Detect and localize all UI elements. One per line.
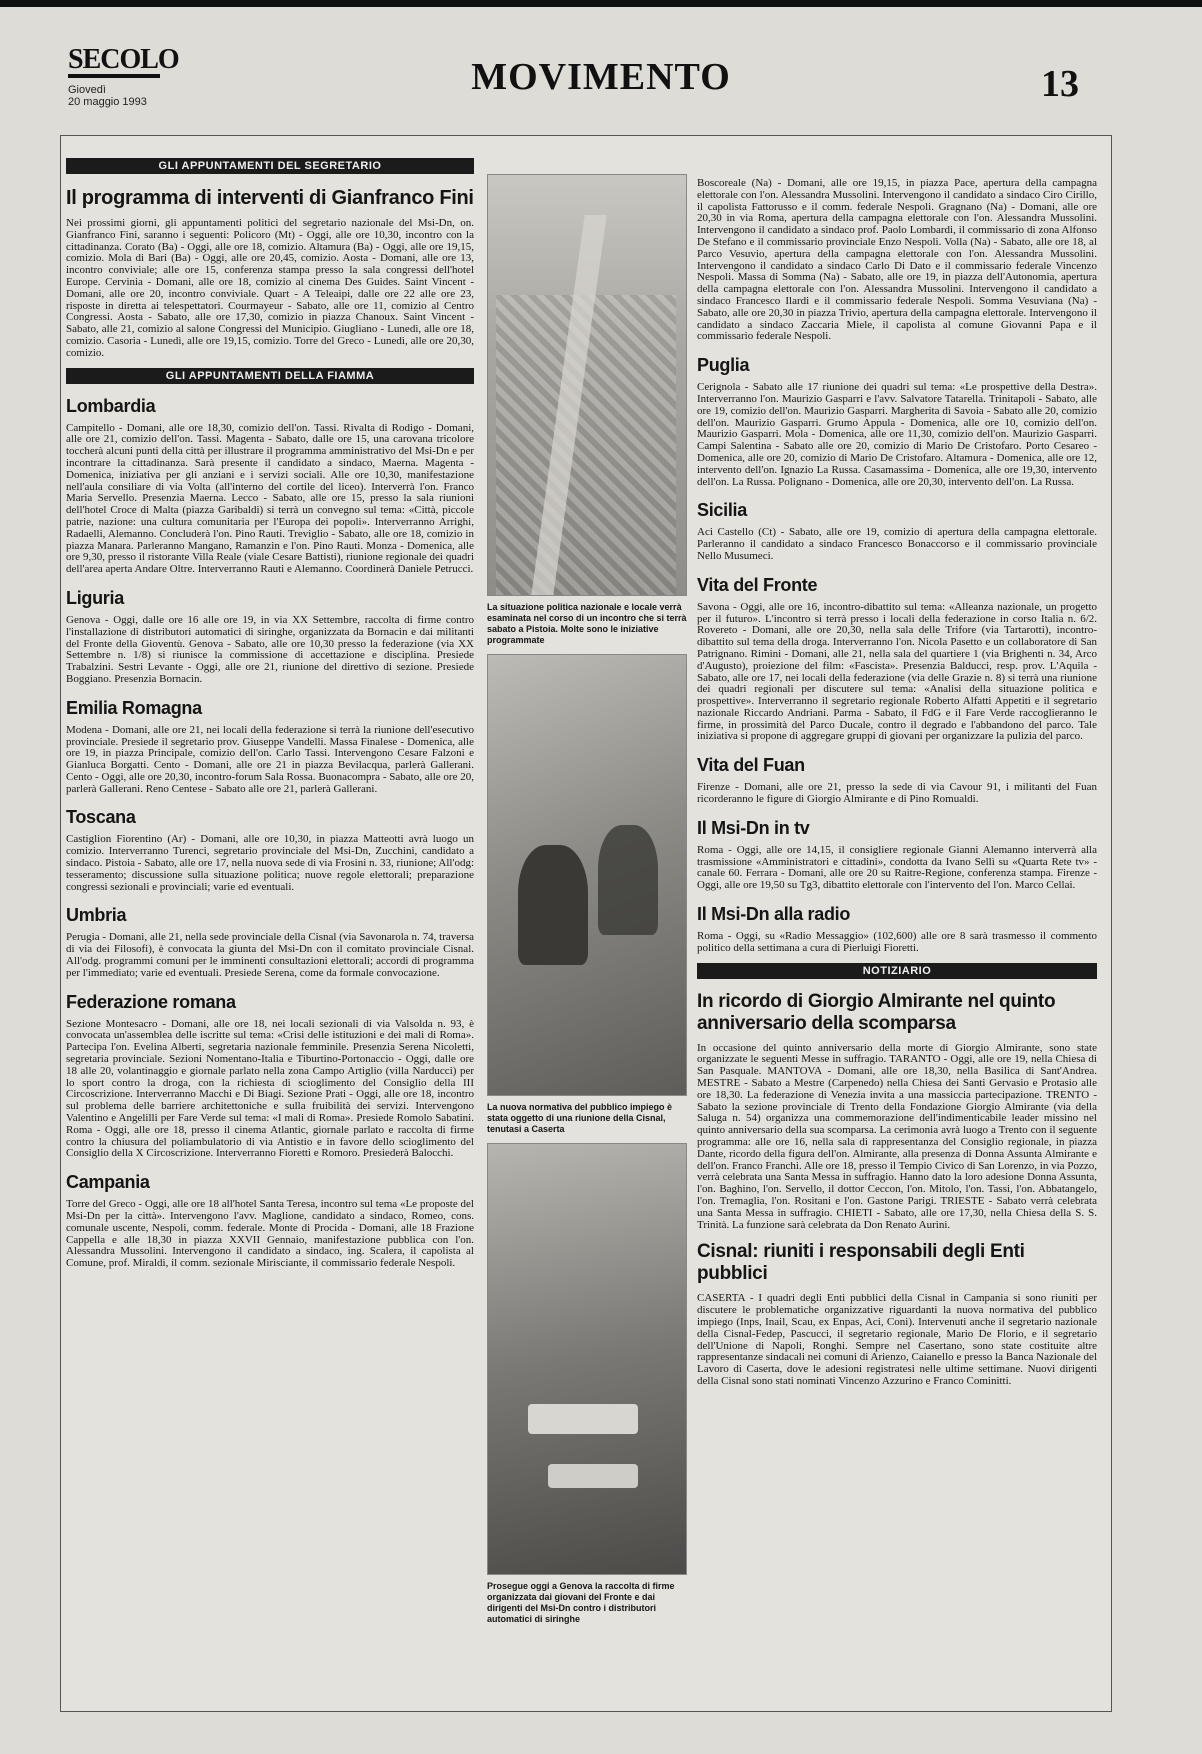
section-band-segretario: GLI APPUNTAMENTI DEL SEGRETARIO	[66, 158, 474, 174]
heading-msi-radio: Il Msi-Dn alla radio	[697, 904, 851, 925]
region-heading-liguria: Liguria	[66, 587, 124, 608]
article-body-cisnal: CASERTA - I quadri degli Enti pubblici della Cisnal in Campania si sono riuniti per discutere le problematiche organizzative riguardanti la nuova normativa del pubblico impiego (Inps, Inail, Scau, ex Enpas, Aci, Coni). Intervenuti anche il segretario nazionale della Cisnal-Fedep, Pascucci, il segretario regionale, Mario De Florio, e il segretario dell'Unione di Napoli, Ronghi. Sempre nel Casertano, sono state costituite altre rappresentanze sindacali nei comuni di Arienzo, Caianello e presso la Banca Nazionale del Lavoro di Caserta, dove le adesioni registratesi nelle ultime settimane. Nuovi dirigenti della Cisnal sono stati nominati Vincenzo Azzurino e Franco Cominitti.	[697, 1292, 1097, 1387]
issue-full-date: 20 maggio 1993	[68, 96, 147, 108]
region-body-toscana: Castiglion Fiorentino (Ar) - Domani, alle ore 10,30, in piazza Matteotti avrà luogo un comizio. Interverranno Turenci, segretario provinciale del Msi-Dn, Zucchini, candidato a sindaco. Pistoia - Sabato, alle ore 17, nella nuova sede di via Frosini n. 33, riunione; All'odg: tesseramento; discussione sulla situazione politica; nuove regole elettorali; preparazione congressi sezionali e provinciali; varie ed eventuali.	[66, 833, 474, 893]
issue-day: Giovedì	[68, 84, 106, 96]
region-body-umbria: Perugia - Domani, alle 21, nella sede provinciale della Cisnal (via Savonarola n. 74, traversa di via dei Filosofi), è convocata la giunta del Msi-Dn con il comitato provinciale Cisnal. All'odg. programmi comuni per le imminenti consultazioni elettorali; accordi di programma per l'immediato; varie ed eventuali. Presiede Serena, come da formale convocazione.	[66, 931, 474, 979]
region-heading-lombardia: Lombardia	[66, 395, 156, 416]
column-right	[697, 178, 1097, 1388]
body-vita-fronte: Savona - Oggi, alle ore 16, incontro-dibattito sul tema: «Alleanza nazionale, un progetto per il futuro». L'incontro si terrà presso i locali della federazione in corso Italia n. 6/2. Rovereto - Domani, alle ore 20,30, nella sala delle Trifore (via Tartarotti), incontro-dibattito sul tema della droga. Interverranno l'on. Nicola Pasetto e un collaboratore di San Patrignano. Rimini - Domani, alle 21, nella sala del quartiere 1 (via Brighenti n. 34, Arco d'Augusto), proiezione del film: «Fascista». Presenzia Balducci, resp. prov. L'Aquila - Sabato, alle ore 17, nei locali della federazione (via delle Grazie n. 8) si terrà una riunione dei quadri regionali per discutere sul tema: «Analisi della situazione politica e prospettive». Interverranno il segretario regionale Roberto Alfatti Appetiti e il segretario nazionale Riccardo Andriani. Parma - Sabato, il FdG e il Fare Verde raccoglieranno le firme, in prossimità del Parco Ducale, contro il degrado e l'abbandono del parco. Tale iniziativa si propone di aggregare gruppi di giovani per organizzare la pulizia del parco.	[697, 600, 1097, 743]
photo-syringes	[487, 1143, 687, 1575]
region-body-emilia: Modena - Domani, alle ore 21, nei locali della federazione si terrà la riunione dell'esecutivo provinciale. Presiede il segretario prov. Giuseppe Vandelli. Massa Finalese - Domenica, alle ore 19, in piazza Principale, comizio dell'on. Carlo Tassi. Intervengono Cesare Falzoni e Gianluca Borgatti. Cento - Domani, alle ore 21 in piazza Bevilacqua, parlerà Gallerani. Cento - Oggi, alle ore 20,30, incontro-forum Sala Rossa. Buonacompra - Sabato, alle ore 20, parlerà Gallerani. Reno Centese - Sabato alle ore 21, parlerà Gallerani.	[66, 723, 474, 795]
photo-caption-genova: Prosegue oggi a Genova la raccolta di firme organizzata dai giovani del Fronte e dai dirigenti del Msi-Dn contro i distributori automatici di siringhe	[487, 1581, 675, 1624]
photo-caption-cisnal: La nuova normativa del pubblico impiego è stata oggetto di una riunione della Cisnal, tenutasi a Caserta	[487, 1102, 673, 1134]
region-body-puglia: Cerignola - Sabato alle 17 riunione dei quadri sul tema: «Le prospettive della Destra». Interverranno l'on. Maurizio Gasparri e l'avv. Salvatore Tatarella. Trinitapoli - Sabato, alle ore 19, comizio dell'on. Maurizio Gasparri. Margherita di Savoia - Sabato alle 20, comizio dell'on. Maurizio Gasparri. Grumo Appula - Domenica, alle ore 10, comizio dell'on. Maurizio Gasparri. Mola - Domenica, alle ore 11,30, comizio dell'on. Maurizio Gasparri. Campi Salentina - Sabato alle ore 20, comizio di Mario De Cristofaro. Porto Cesareo - Domenica, alle ore 20, comizio di Mario De Cristofaro. Altamura - Domenica, alle ore 12, intervento dell'on. Ignazio La Russa. Casamassima - Domenica, alle ore 19,30, intervento dell'on. La Russa. Polignano - Domenica, alle ore 20,30, intervento dell'on. La Russa.	[697, 381, 1097, 488]
body-msi-tv: Roma - Oggi, alle ore 14,15, il consigliere regionale Gianni Alemanno interverrà alla trasmissione «Amministratori e cittadini», condotta da Ivano Sellì su «Quarta Rete tv» - canale 60. Ferrara - Domani, alle ore 20 su Raitre-Regione, conferenza stampa. Firenze - Oggi, alle ore 19,50 su Tg3, dibattito elettorale con l'intervento del l'on. Marco Cellai.	[697, 843, 1097, 892]
region-heading-toscana: Toscana	[66, 807, 136, 828]
photo-figure	[518, 845, 588, 965]
body-vita-fuan: Firenze - Domani, alle ore 21, presso la sede di via Cavour 91, i militanti del Fuan ricorderanno le figure di Giorgio Almirante e di Pino Romualdi.	[697, 781, 1097, 806]
region-heading-sicilia: Sicilia	[697, 500, 747, 521]
article-body-fini: Nei prossimi giorni, gli appuntamenti politici del segretario nazionale del Msi-Dn, on. Gianfranco Fini, saranno i seguenti: Policoro (Mt) - Oggi, alle ore 10,30, incontro con la cittadinanza. Corato (Ba) - Oggi, alle ore 18, comizio. Altamura (Ba) - Oggi, alle ore 19,15, comizio. Mola di Bari (Ba) - Oggi, alle ore 20,45, comizio. Aosta - Domani, alle ore 13, incontro conviviale; alle ore 15, conferenza stampa presso la sala congressi dell'hotel Europe. Cervinia - Domani, alle ore 18, comizio al cinema Des Guides. Saint Vincent - Domani, alle ore 20, incontro conviviale. Quart - A Teleaipi, dalle ore 22 alle ore 23, risposte in diretta ai telespettatori. Courmayeur - Sabato, alle ore 11, comizio al Centro Congressi. Aosta - Sabato, alle ore 17,30, comizio in piazza Chanoux. Saint Vincent - Sabato, alle 21, comizio al salone Congressi del Municipio. Giugliano - Lunedì, alle ore 18, comizio. Casoria - Lunedì, alle ore 19,15, comizio. Torre del Greco - Lunedì, alle ore 20,30, comizio.	[66, 217, 474, 359]
region-body-romana: Sezione Montesacro - Domani, alle ore 18, nei locali sezionali di via Valsolda n. 93, è convocata un'assemblea delle iscritte sul tema: «Crisi delle istituzioni e dei mali di Roma». Partecipa l'on. Evelina Alberti, segretaria nazionale femminile. Presenzia Serena Nicoletti, segretaria provinciale. Sezioni Nomentano-Italia e Tiburtino-Portonaccio - Oggi, dalle ore 18 alle 20, volantinaggio e giornale parlato nella zona Campo Artiglio (villa Narducci) per lo sport contro la droga, con la richiesta di scioglimento del Consiglio della III Circoscrizione. Interverranno Macchi e Di Biagi. Sezione Prati - Oggi, alle ore 18, incontro sul problema delle barriere architettoniche e sulla fruibilità dei servizi. Intervengono Valentino e Angelilli per Fare Verde sul tema: «I mali di Roma». Presiede Romolo Sabatini. Roma - Oggi, alle ore 18, presso il cinema Atlantic, giornale parlato e raccolta di firme contro la chiusura del poliambulatorio di via Antistio e in favore dello scioglimento del Consiglio della X Circoscrizione. Interverranno Fioretti e Romoro. Presiederà Balocchi.	[66, 1017, 474, 1160]
photo-aerial-city	[487, 174, 687, 596]
section-band-notiziario: NOTIZIARIO	[697, 963, 1097, 979]
region-body-sicilia: Aci Castello (Ct) - Sabato, alle ore 19, comizio di apertura della campagna elettorale. Parleranno il candidato a sindaco Francesco Bonaccorso e il commissario provinciale Nello Musumeci.	[697, 526, 1097, 562]
region-body-lombardia: Campitello - Domani, alle ore 18,30, comizio dell'on. Tassi. Rivalta di Rodigo - Domani, alle ore 21, comizio dell'on. Tassi. Magenta - Sabato, dalle ore 15, una carovana tricolore toccherà alcuni punti della città per illustrare il programma amministrativo del Msi-Dn e per incontrare la cittadinanza. Sarà presente il candidato a sindaco, Maerna. Magenta - Domenica, iniziativa per gli anziani e i servizi sociali. Alle ore 10,30, manifestazione nell'aula consiliare di via Volta (all'interno del cortile del liceo). Interverrà l'on. Franco Maria Servello. Presenzia Maerna. Lecco - Sabato, alle ore 15, presso la sala riunioni dell'hotel Croce di Malta (piazza Garibaldi) si terrà un convegno sul tema: «Città, piccole patrie, nazione: una cultura comunitaria per l'Europa dei popoli». Interverranno Arrighi, Radaelli, Alemanno. Concluderà l'on. Pino Rauti. Treviglio - Sabato, alle ore 18, comizio in piazza Manara. Parleranno Mangano, Ramanzin e l'on. Pino Rauti. Monza - Domenica, alle ore 9,30, presso il ristorante Villa Reale (viale Cesare Battisti), riunione regionale dei quadri dell'area aperta Andare Oltre. Interverranno Rauti e Alemanno. Coordinerà Daniele Petrucci.	[66, 421, 474, 576]
photo-object	[548, 1464, 638, 1488]
column-photos	[487, 150, 687, 1633]
heading-msi-tv: Il Msi-Dn in tv	[697, 817, 810, 838]
column-left	[66, 150, 474, 1270]
article-title-fini: Il programma di interventi di Gianfranco Fini	[66, 187, 474, 209]
region-heading-campania: Campania	[66, 1172, 150, 1193]
region-heading-puglia: Puglia	[697, 355, 750, 376]
top-border	[0, 0, 1202, 7]
section-band-fiamma: GLI APPUNTAMENTI DELLA FIAMMA	[66, 368, 474, 384]
article-title-almirante: In ricordo di Giorgio Almirante nel quinto anniversario della scomparsa	[697, 990, 1056, 1034]
region-heading-romana: Federazione romana	[66, 991, 236, 1012]
article-title-cisnal: Cisnal: riuniti i responsabili degli Enti pubblici	[697, 1241, 1025, 1285]
photo-caption-pistoia: La situazione politica nazionale e locale verrà esaminata nel corso di un incontro che si terrà sabato a Pistoia. Molte sono le iniziative programmate	[487, 602, 687, 645]
region-heading-umbria: Umbria	[66, 905, 127, 926]
section-title: MOVIMENTO	[471, 56, 731, 98]
page-number: 13	[1041, 63, 1079, 105]
logo-text: SECOLO	[68, 44, 179, 75]
region-body-liguria: Genova - Oggi, dalle ore 16 alle ore 19, in via XX Settembre, raccolta di firme contro l'installazione di distributori automatici di siringhe, organizzata da Bornacin e dai militanti del Fronte della Gioventù. Genova - Sabato, alle ore 10,30 presso la federazione (via XX Settembre n. 1/8) si riunisce la commissione di accettazione e disciplina. Presiede Trabalzini. Sestri Levante - Oggi, alle ore 21, riunione del direttivo di sezione. Presiede Boggiano. Presenzia Bornacin.	[66, 613, 474, 685]
body-msi-radio: Roma - Oggi, su «Radio Messaggio» (102,600) alle ore 8 sarà trasmesso il commento politico della settimana a cura di Pierluigi Fioretti.	[697, 930, 1097, 954]
photo-figure	[598, 825, 658, 935]
article-body-almirante: In occasione del quinto anniversario della morte di Giorgio Almirante, sono state organizzate le seguenti Messe in suffragio. TARANTO - Oggi, alle ore 19, nella Chiesa di San Pasquale. MANTOVA - Domani, alle ore 18,30, nella Basilica di Sant'Andrea. MESTRE - Sabato a Mestre (Carpenedo) nella Chiesa dei Santi Gervasio e Protasio alle ore 18,30. La federazione di Venezia invita a una massiccia partecipazione. TRENTO - Sabato la sezione provinciale di Trento della Fondazione Giorgio Almirante (via della Saluga n. 54) organizza una commemorazione dell'indimenticabile leader missino nel quinto anniversario della sua scomparsa. La cerimonia avrà luogo a Trento con il seguente programma: alle ore 16, nella sala di rappresentanza del Consiglio regionale, in piazza Dante, ricordo della figura dell'on. Almirante, alla presenza di Donna Assunta Almirante e dell'on. Franco Franchi. Alle ore 18, presso il Tempio Civico di San Lorenzo, in via Pozzo, verrà celebrata una Santa Messa in suffragio. Hanno dato la loro adesione Donna Assunta, l'on. Baghino, l'on. Servello, il dottor Ceccon, l'on. Mitolo, l'on. Tassi, l'on. Abbatangelo, l'on. Tremaglia, l'on. Rositani e l'on. Gastone Parigi. TRIESTE - Sabato verrà celebrata una Santa Messa in suffragio. CHIETI - Sabato, alle ore 17,30, nella Chiesa della S. S. Trinità. La funzione sarà celebrata da Don Renato Aurini.	[697, 1041, 1097, 1231]
photo-office-meeting	[487, 654, 687, 1096]
heading-vita-fronte: Vita del Fronte	[697, 574, 818, 595]
region-heading-emilia: Emilia Romagna	[66, 697, 202, 718]
region-body-campania: Torre del Greco - Oggi, alle ore 18 all'hotel Santa Teresa, incontro sul tema «Le proposte del Msi-Dn per la città». Intervengono l'avv. Maglione, candidato a sindaco, Romeo, cons. comunale uscente, Nespoli, comm. federale. Monte di Procida - Domani, alle 18 Frazione Cappella e alle 18,30 in piazza XXVII Gennaio, manifestazione pubblica con l'on. Alessandra Mussolini. Intervengono il candidato a sindaco, ing. Scalera, il capolista al Comune, prof. Miraldi, il comm. sezionale Mirisciante, il commissario federale Nespoli.	[66, 1198, 474, 1270]
heading-vita-fuan: Vita del Fuan	[697, 755, 805, 776]
campania-continued-body: Boscoreale (Na) - Domani, alle ore 19,15, in piazza Pace, apertura della campagna elettorale con l'on. Alessandra Mussolini. Intervengono il candidato a sindaco Ciro Cirillo, il capolista Fattorusso e il comm. federale Nespoli. Gragnano (Na) - Domani, alle ore 20,30 in via Roma, apertura della campagna elettorale con l'on. Alessandra Mussolini. Intervengono il candidato a sindaco prof. Paolo Lombardi, il commissario di zona Alfonso De Stefano e il commissario provinciale Enzo Nespoli. Volla (Na) - Sabato, alle ore 18, al Parco Vesuvio, apertura della campagna elettorale con l'on. Alessandra Mussolini. Intervengono il candidato a sindaco Carlo Di Dato e il commissario federale Vincenzo Nespoli. Massa di Somma (Na) - Sabato, alle ore 19, in piazza dell'Autonomia, apertura della campagna elettorale con l'on. Alessandra Mussolini. Intervengono il candidato a sindaco Francesco Ilardi e il commissario federale Nespoli. Somma Vesuviana (Na) - Sabato, alle ore 20,30 in piazza Trivio, apertura della campagna elettorale. Intervengono il candidato a sindaco Zaccaria Miele, il capolista al comune Giovanni Papa e il commissario federale Nespoli.	[697, 178, 1097, 343]
photo-object	[528, 1404, 638, 1434]
